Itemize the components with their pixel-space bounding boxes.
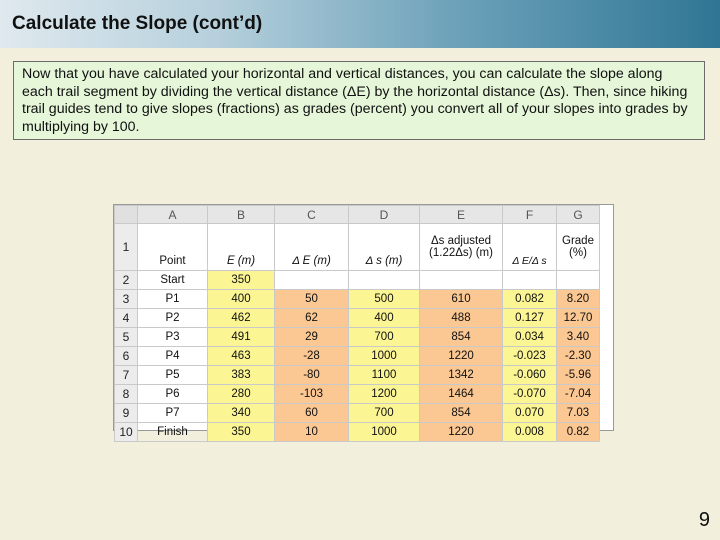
cell-point[interactable]: P3	[138, 328, 208, 347]
cell-point[interactable]: Finish	[138, 423, 208, 442]
cell-slope[interactable]: 0.008	[503, 423, 557, 442]
cell-grade[interactable]: 12.70	[557, 309, 600, 328]
cell-delta-e[interactable]: 10	[275, 423, 349, 442]
cell-delta-s-adjusted[interactable]: 488	[420, 309, 503, 328]
header-delta-s-adjusted-line1: Δs adjusted	[430, 235, 492, 247]
cell-grade[interactable]: 0.82	[557, 423, 600, 442]
row-header[interactable]: 3	[115, 290, 138, 309]
spreadsheet-grid	[114, 205, 600, 442]
cell-delta-e[interactable]: 29	[275, 328, 349, 347]
cell-delta-e[interactable]: -28	[275, 347, 349, 366]
column-header[interactable]: B	[208, 206, 275, 224]
cell-delta-s-adjusted[interactable]: 854	[420, 404, 503, 423]
slide-title: Calculate the Slope (cont’d)	[12, 13, 263, 34]
column-header[interactable]: A	[138, 206, 208, 224]
row-header[interactable]: 2	[115, 271, 138, 290]
cell-point[interactable]: P4	[138, 347, 208, 366]
cell-delta-s[interactable]: 1000	[349, 347, 420, 366]
row-header[interactable]: 10	[115, 423, 138, 442]
row-header[interactable]: 4	[115, 309, 138, 328]
table-row	[115, 423, 600, 442]
cell-point[interactable]: P7	[138, 404, 208, 423]
header-grade-line2: (%)	[569, 247, 587, 259]
cell-point[interactable]: P1	[138, 290, 208, 309]
header-grade-line1: Grade	[562, 235, 594, 247]
cell-delta-e[interactable]	[275, 271, 349, 290]
table-row	[115, 385, 600, 404]
cell-delta-s-adjusted[interactable]: 1220	[420, 347, 503, 366]
row-header[interactable]: 5	[115, 328, 138, 347]
select-all-corner[interactable]	[115, 206, 138, 224]
table-row	[115, 271, 600, 290]
cell-elevation[interactable]: 383	[208, 366, 275, 385]
row-header[interactable]: 7	[115, 366, 138, 385]
cell-delta-s-adjusted[interactable]: 610	[420, 290, 503, 309]
cell-grade[interactable]: -7.04	[557, 385, 600, 404]
spreadsheet	[113, 204, 614, 439]
cell-slope[interactable]: -0.060	[503, 366, 557, 385]
column-header[interactable]: E	[420, 206, 503, 224]
cell-slope[interactable]: -0.023	[503, 347, 557, 366]
table-row	[115, 366, 600, 385]
cell-grade[interactable]: 7.03	[557, 404, 600, 423]
header-cell-slope[interactable]: Δ E/Δ s	[503, 224, 557, 271]
column-header[interactable]: C	[275, 206, 349, 224]
table-row	[115, 404, 600, 423]
cell-delta-s[interactable]: 1200	[349, 385, 420, 404]
cell-delta-e[interactable]: 62	[275, 309, 349, 328]
column-header[interactable]: G	[557, 206, 600, 224]
cell-point[interactable]: P6	[138, 385, 208, 404]
cell-elevation[interactable]: 340	[208, 404, 275, 423]
cell-point[interactable]: Start	[138, 271, 208, 290]
cell-delta-s[interactable]: 400	[349, 309, 420, 328]
cell-grade[interactable]: 3.40	[557, 328, 600, 347]
cell-delta-s[interactable]	[349, 271, 420, 290]
header-delta-s-adjusted-line2: (1.22Δs) (m)	[429, 247, 493, 259]
cell-delta-e[interactable]: 50	[275, 290, 349, 309]
cell-delta-s-adjusted[interactable]: 1464	[420, 385, 503, 404]
cell-slope[interactable]: 0.127	[503, 309, 557, 328]
cell-delta-e[interactable]: -103	[275, 385, 349, 404]
column-header[interactable]: F	[503, 206, 557, 224]
row-header[interactable]: 1	[115, 224, 138, 271]
table-row	[115, 290, 600, 309]
table-row	[115, 347, 600, 366]
cell-delta-s[interactable]: 1100	[349, 366, 420, 385]
table-row	[115, 309, 600, 328]
cell-delta-s[interactable]: 1000	[349, 423, 420, 442]
cell-slope[interactable]: 0.070	[503, 404, 557, 423]
cell-grade[interactable]: -2.30	[557, 347, 600, 366]
page-number: 9	[698, 509, 710, 531]
row-header[interactable]: 8	[115, 385, 138, 404]
cell-elevation[interactable]: 350	[208, 423, 275, 442]
header-cell-grade[interactable]	[557, 224, 600, 271]
header-cell-delta-s[interactable]: Δ s (m)	[349, 224, 420, 271]
cell-elevation[interactable]: 400	[208, 290, 275, 309]
column-header[interactable]: D	[349, 206, 420, 224]
header-cell-delta-e[interactable]: Δ E (m)	[275, 224, 349, 271]
cell-delta-s[interactable]: 700	[349, 404, 420, 423]
cell-delta-s[interactable]: 700	[349, 328, 420, 347]
instruction-text: Now that you have calculated your horizontal and vertical distances, you can calculate the slope along each trail segment by dividing the vertical distance (ΔE) by the horizontal distance (Δs). Then, since hiking trail guides tend to give slopes (fractions) as grades (percent) you convert all of your slopes into grades by multiplying by 100.	[13, 61, 705, 140]
title-bar	[0, 0, 720, 48]
cell-delta-s-adjusted[interactable]: 1342	[420, 366, 503, 385]
cell-delta-s-adjusted[interactable]	[420, 271, 503, 290]
header-cell-e[interactable]: E (m)	[208, 224, 275, 271]
cell-elevation[interactable]: 280	[208, 385, 275, 404]
cell-grade[interactable]: 8.20	[557, 290, 600, 309]
cell-elevation[interactable]: 463	[208, 347, 275, 366]
cell-elevation[interactable]: 350	[208, 271, 275, 290]
cell-point[interactable]: P2	[138, 309, 208, 328]
cell-slope[interactable]: -0.070	[503, 385, 557, 404]
row-header[interactable]: 9	[115, 404, 138, 423]
header-cell-point[interactable]: Point	[138, 224, 208, 271]
cell-delta-s-adjusted[interactable]: 854	[420, 328, 503, 347]
row-header[interactable]: 6	[115, 347, 138, 366]
cell-grade[interactable]: -5.96	[557, 366, 600, 385]
cell-grade[interactable]	[557, 271, 600, 290]
header-cell-delta-s-adjusted[interactable]	[420, 224, 503, 271]
cell-elevation[interactable]: 491	[208, 328, 275, 347]
cell-slope[interactable]: 0.082	[503, 290, 557, 309]
cell-delta-e[interactable]: 60	[275, 404, 349, 423]
cell-delta-s-adjusted[interactable]: 1220	[420, 423, 503, 442]
cell-elevation[interactable]: 462	[208, 309, 275, 328]
table-row	[115, 328, 600, 347]
cell-delta-s[interactable]: 500	[349, 290, 420, 309]
cell-delta-e[interactable]: -80	[275, 366, 349, 385]
cell-point[interactable]: P5	[138, 366, 208, 385]
cell-slope[interactable]	[503, 271, 557, 290]
cell-slope[interactable]: 0.034	[503, 328, 557, 347]
